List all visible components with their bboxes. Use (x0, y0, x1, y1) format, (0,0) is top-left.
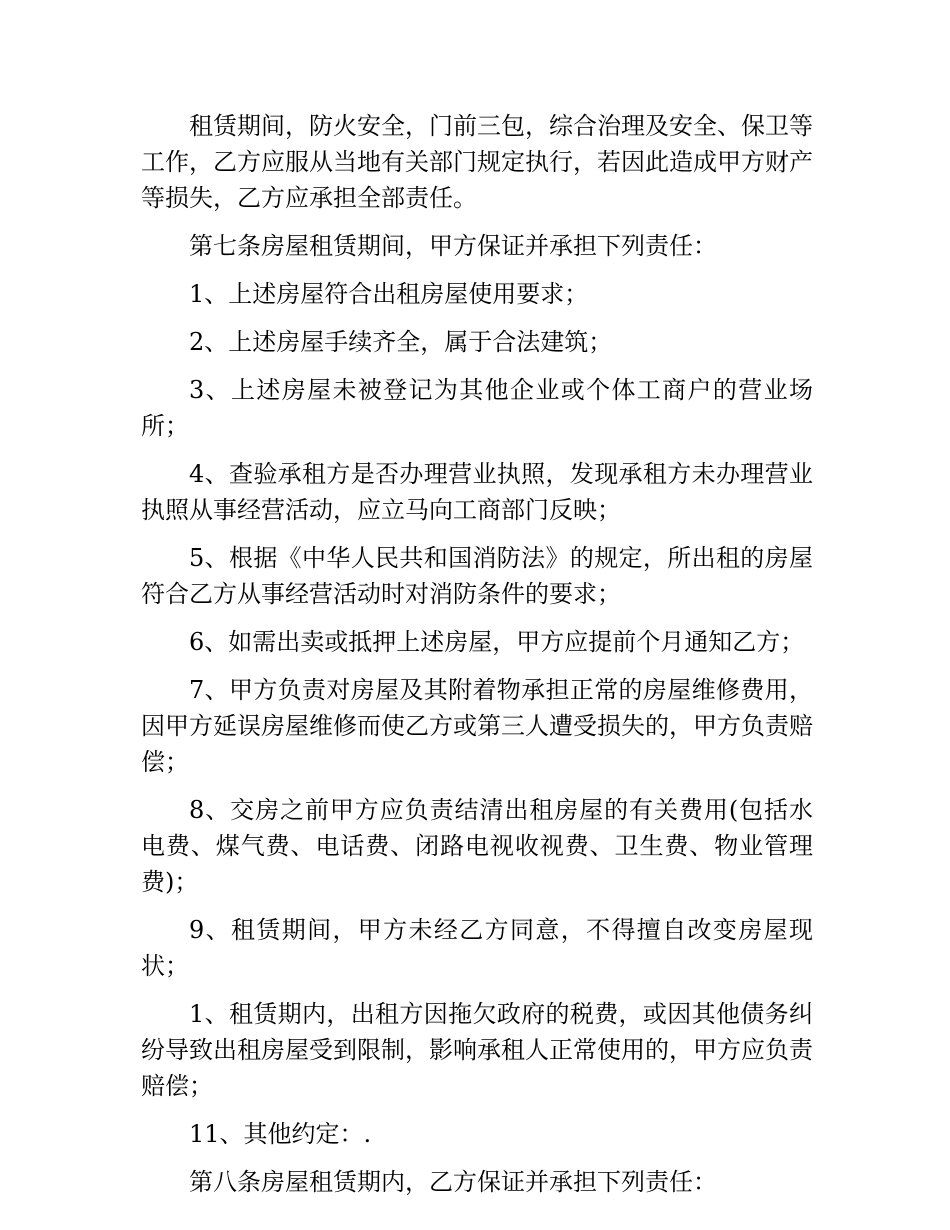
paragraph-item-5: 5、根据《中华人民共和国消防法》的规定，所出租的房屋符合乙方从事经营活动时对消防条件的要求； (141, 544, 813, 608)
paragraph-item-7: 7、甲方负责对房屋及其附着物承担正常的房屋维修费用，因甲方延误房屋维修而使乙方或第三人遭受损失的，甲方负责赔偿； (141, 676, 813, 776)
paragraph-item-9: 9、租赁期间，甲方未经乙方同意，不得擅自改变房屋现状； (141, 916, 813, 980)
paragraph-article-8-heading: 第八条房屋租赁期内，乙方保证并承担下列责任： (189, 1168, 717, 1196)
document-body (141, 108, 813, 1212)
paragraph-safety-responsibility: 租赁期间，防火安全，门前三包，综合治理及安全、保卫等工作，乙方应服从当地有关部门规定执行，若因此造成甲方财产等损失，乙方应承担全部责任。 (141, 112, 813, 212)
paragraph-item-1: 1、上述房屋符合出租房屋使用要求； (189, 280, 589, 308)
paragraph-article-7-heading: 第七条房屋租赁期间，甲方保证并承担下列责任： (189, 232, 717, 260)
paragraph-item-3: 3、上述房屋未被登记为其他企业或个体工商户的营业场所； (141, 376, 813, 440)
paragraph-item-8: 8、交房之前甲方应负责结清出租房屋的有关费用(包括水电费、煤气费、电话费、闭路电视收视费、卫生费、物业管理费)； (141, 796, 813, 896)
paragraph-item-2: 2、上述房屋手续齐全，属于合法建筑； (189, 328, 613, 356)
paragraph-item-11: 11、其他约定：. (189, 1120, 372, 1148)
paragraph-item-6: 6、如需出卖或抵押上述房屋，甲方应提前个月通知乙方； (189, 628, 805, 656)
paragraph-item-10: 1、租赁期内，出租方因拖欠政府的税费，或因其他债务纠纷导致出租房屋受到限制，影响承租人正常使用的，甲方应负责赔偿； (141, 1000, 813, 1100)
paragraph-item-4: 4、查验承租方是否办理营业执照，发现承租方未办理营业执照从事经营活动，应立马向工商部门反映； (141, 460, 813, 524)
